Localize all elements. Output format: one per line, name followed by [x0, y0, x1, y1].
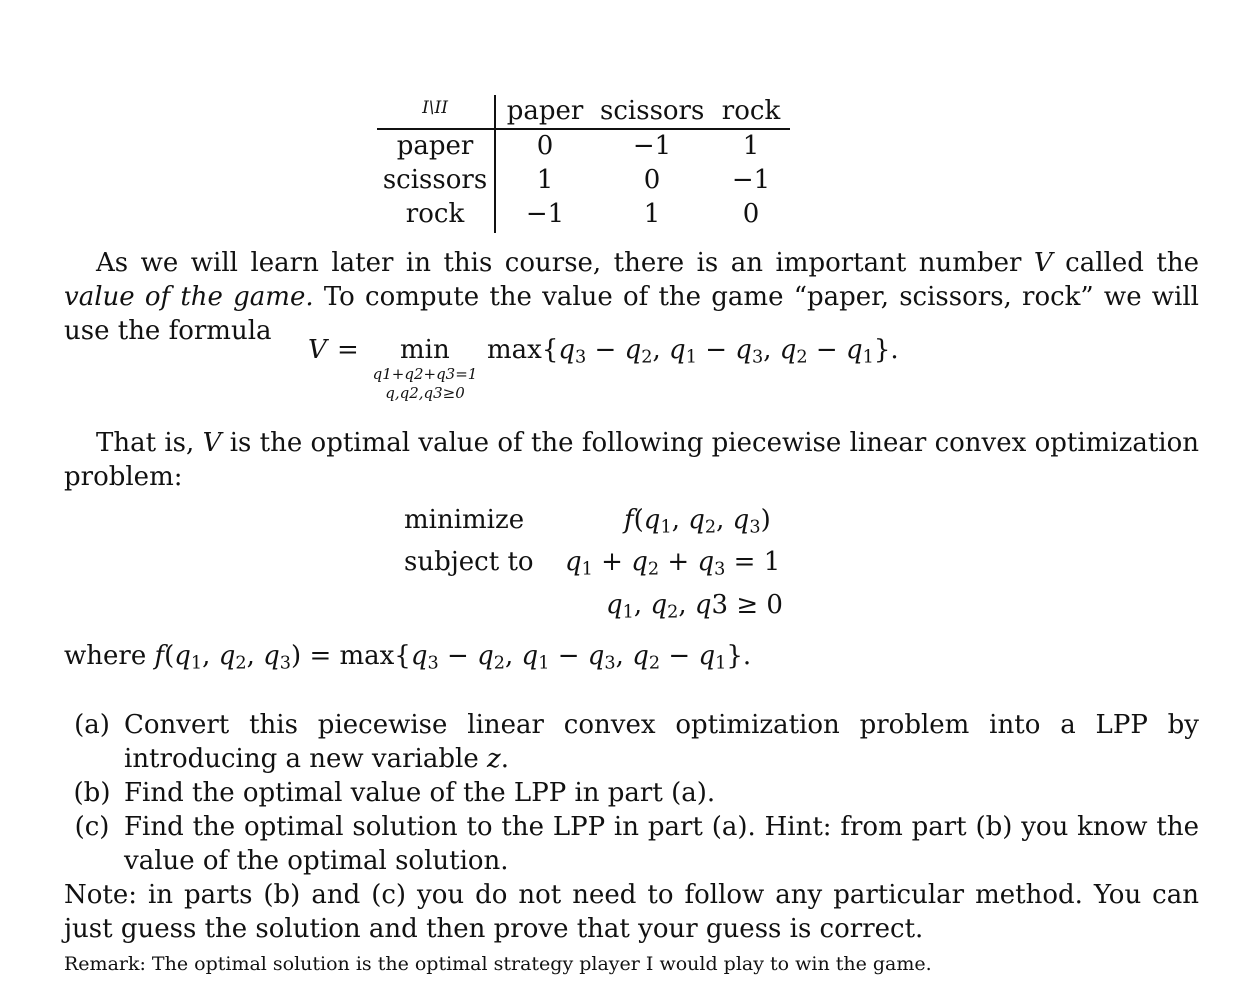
table-corner-label: I\II: [422, 98, 448, 118]
note-paragraph: Note: in parts (b) and (c) you do not need to follow any particular method. You can just guess the solution and then prove that your guess is correct.: [64, 880, 1199, 944]
formula-min: min: [400, 335, 450, 365]
formula-min-constraint-1: q1+q2+q3=1: [372, 365, 478, 383]
table-header-rule: [377, 128, 790, 130]
objective-function: $f(q_1$, $q_2$, $q_3$): [624, 505, 771, 538]
table-col-header: scissors: [600, 96, 705, 126]
table-cell: −1: [731, 165, 771, 195]
table-row-label: paper: [396, 131, 474, 161]
subject-to-label: subject to: [404, 547, 534, 577]
formula-min-constraint-2: q,q2,q3≥0: [385, 384, 465, 402]
part-label: (a): [74, 710, 110, 740]
table-cell: 1: [643, 199, 661, 229]
part-text: Find the optimal solution to the LPP in part (a). Hint: from part (b) you know the value of the optimal solution.: [124, 812, 1199, 876]
part-label: (c): [74, 812, 110, 842]
remark-text: Remark: The optimal solution is the optimal strategy player I would play to win the game.: [64, 953, 932, 975]
minimize-label: minimize: [404, 505, 525, 535]
part-text: Convert this piecewise linear convex optimization problem into a LPP by introducing a new variable z.: [124, 710, 1199, 774]
table-vertical-rule: [494, 95, 496, 233]
table-cell: 0: [536, 131, 554, 161]
table-row-label: scissors: [382, 165, 488, 195]
constraint-nonnegative: $q_1$, $q_2$, q3 ≥ 0: [606, 590, 783, 623]
table-cell: −1: [632, 131, 672, 161]
table-cell: −1: [525, 199, 565, 229]
table-col-header: paper: [506, 96, 584, 126]
emphasized-term: value of the game.: [64, 282, 314, 312]
part-text: Find the optimal value of the LPP in part (a).: [124, 778, 716, 808]
formula-equals: =: [337, 335, 359, 365]
formula-lhs: V: [308, 335, 327, 365]
objective-definition: where $f(q_1$, $q_2$, $q_3) = \max\{q_3 - q_2$, $q_1 - q_3$, $q_2 - q_1$}.: [64, 641, 752, 674]
table-col-header: rock: [721, 96, 781, 126]
part-label: (b): [73, 778, 111, 808]
table-cell: 1: [742, 131, 760, 161]
intro-paragraph: As we will learn later in this course, there is an important number V called the value of the game. To compute the value of the game “paper, scissors, rock” we will use the formula: [64, 248, 1199, 346]
value-symbol: V: [202, 428, 222, 458]
table-cell: 0: [742, 199, 760, 229]
that-is-paragraph: That is, V is the optimal value of the following piecewise linear convex optimization problem:: [64, 428, 1199, 492]
table-row-label: rock: [405, 199, 465, 229]
value-symbol: V: [1033, 248, 1053, 278]
table-cell: 1: [536, 165, 554, 195]
table-cell: 0: [643, 165, 661, 195]
constraint-sum: $q_1 + q_2 + q_3 = 1$: [565, 547, 781, 580]
formula-max-expression: $\max\{q_3 - q_2$, $q_1 - q_3$, $q_2 - q_1$}.: [487, 335, 899, 368]
